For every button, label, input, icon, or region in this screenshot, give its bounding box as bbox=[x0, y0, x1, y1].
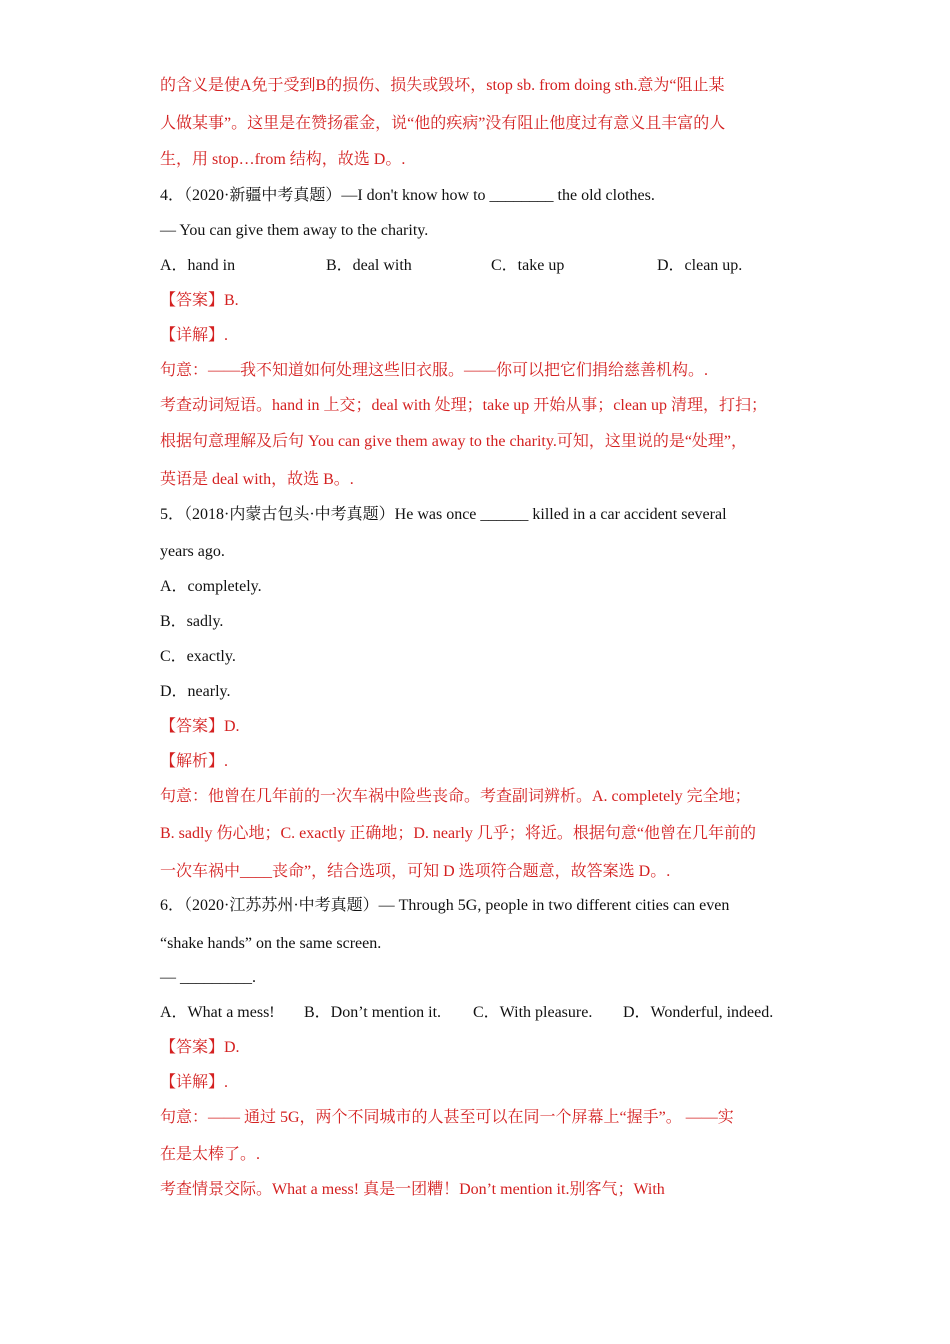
q4-option-c: C．take up bbox=[491, 257, 565, 274]
q5-option-c: C．exactly. bbox=[160, 648, 236, 665]
q4-option-b: B．deal with bbox=[326, 257, 412, 274]
q4-stem-response: — You can give them away to the charity. bbox=[160, 222, 429, 239]
q4-stem: 4．（2020·新疆中考真题）—I don't know how to ________ the old clothes. bbox=[160, 187, 655, 204]
q5-analysis-line-1: 句意：他曾在几年前的一次车祸中险些丧命。考查副词辨析。A. completely 完全地； bbox=[160, 788, 751, 805]
q3-explanation-line-1: 的含义是使A免于受到B的损伤、损失或毁坏，stop sb. from doing sth.意为“阻止某 bbox=[160, 77, 725, 94]
q5-option-d: D．nearly. bbox=[160, 683, 231, 700]
q5-option-a: A．completely. bbox=[160, 578, 262, 595]
q5-answer: 【答案】D. bbox=[160, 718, 240, 735]
q5-analysis-line-3: 一次车祸中____丧命”，结合选项，可知 D 选项符合题意，故答案选 D。. bbox=[160, 863, 671, 880]
q4-answer: 【答案】B. bbox=[160, 292, 239, 309]
q6-option-a: A．What a mess! bbox=[160, 1004, 275, 1021]
q6-answer: 【答案】D. bbox=[160, 1039, 240, 1056]
q6-explanation-heading: 【详解】. bbox=[160, 1074, 229, 1091]
q6-stem-continued: “shake hands” on the same screen. bbox=[160, 935, 382, 952]
q5-stem-continued: years ago. bbox=[160, 543, 225, 560]
q6-meaning-line-2: 在是太棒了。. bbox=[160, 1146, 261, 1163]
q5-option-b: B．sadly. bbox=[160, 613, 224, 630]
q4-option-d: D．clean up. bbox=[657, 257, 743, 274]
q6-stem: 6．（2020·江苏苏州·中考真题）— Through 5G, people in two different cities can even bbox=[160, 897, 730, 914]
q6-meaning-line-1: 句意：—— 通过 5G，两个不同城市的人甚至可以在同一个屏幕上“握手”。 ——实 bbox=[160, 1109, 734, 1126]
q6-analysis-line-1: 考查情景交际。What a mess! 真是一团糟！Don’t mention it.别客气；With bbox=[160, 1181, 665, 1198]
q3-explanation-line-3: 生，用 stop…from 结构，故选 D。. bbox=[160, 151, 406, 168]
q4-analysis-line-2: 根据句意理解及后句 You can give them away to the charity.可知，这里说的是“处理”， bbox=[160, 433, 748, 450]
q3-explanation-line-2: 人做某事”。这里是在赞扬霍金，说“他的疾病”没有阻止他度过有意义且丰富的人 bbox=[160, 115, 726, 132]
q4-option-a: A．hand in bbox=[160, 257, 236, 274]
q5-analysis-line-2: B. sadly 伤心地；C. exactly 正确地；D. nearly 几乎；将近。根据句意“他曾在几年前的 bbox=[160, 825, 756, 842]
q6-stem-response-blank: — _________. bbox=[160, 969, 256, 986]
q5-explanation-heading: 【解析】. bbox=[160, 753, 229, 770]
q6-option-b: B．Don’t mention it. bbox=[304, 1004, 442, 1021]
q6-option-c: C．With pleasure. bbox=[473, 1004, 593, 1021]
q6-option-d: D．Wonderful, indeed. bbox=[623, 1004, 774, 1021]
q4-meaning: 句意：——我不知道如何处理这些旧衣服。——你可以把它们捐给慈善机构。. bbox=[160, 362, 709, 379]
q4-analysis-line-1: 考查动词短语。hand in 上交；deal with 处理；take up 开始从事；clean up 清理，打扫； bbox=[160, 397, 768, 414]
q5-stem: 5．（2018·内蒙古包头·中考真题）He was once ______ killed in a car accident several bbox=[160, 506, 727, 523]
q4-explanation-heading: 【详解】. bbox=[160, 327, 229, 344]
q4-analysis-line-3: 英语是 deal with，故选 B。. bbox=[160, 471, 354, 488]
